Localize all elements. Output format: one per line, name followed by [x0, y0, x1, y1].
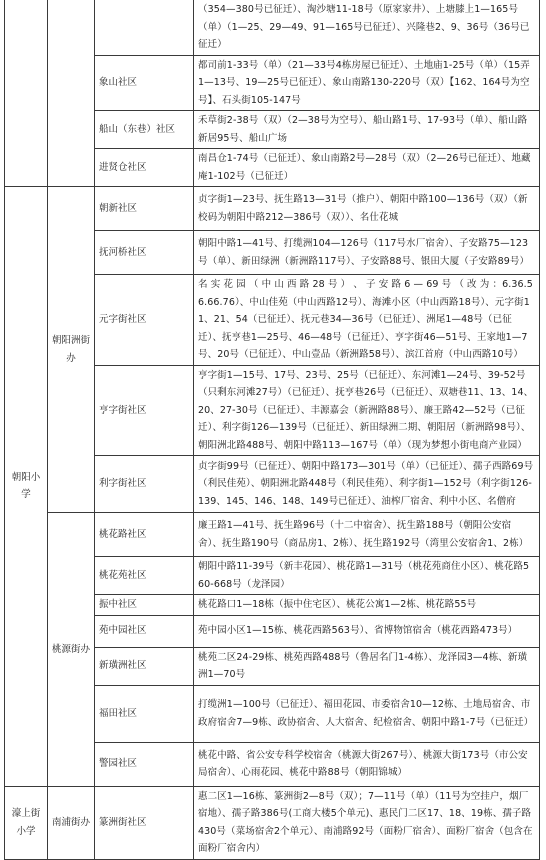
address-cell: 桃苑二区24-29栋、桃苑西路488号（鲁居名门1-4栋）、龙泽园3—4栋、新璜洲1—70号: [194, 647, 540, 685]
community-cell: 朝新社区: [95, 187, 194, 231]
address-cell: （354—380号已征迁）、淘沙塘11-18号（原家家井）、上塘膝上1—165号（单）（1—25、29—49、91—165号已征迁）、兴隆巷2、9、36号（36号已征迁）: [194, 0, 540, 55]
subdistrict-cell: 南浦街办: [48, 786, 95, 859]
address-cell: 桃花中路、省公安专科学校宿舍（桃源大街267号）、桃源大街173号（市公安局宿舍）、心雨花园、桃花中路88号（朝阳锦城）: [194, 742, 540, 786]
subdistrict-cell: [48, 0, 95, 187]
community-cell: 福田社区: [95, 685, 194, 742]
community-cell: 桃花苑社区: [95, 557, 194, 595]
address-cell: 都司前1-33号（单）（21—33号4栋房屋已征迁）、土地庙1-25号（单）（15弄1—13号、19—25号已征迁）、象山南路130-220号（双）【162、164号为空号】、石头街105-147号: [194, 55, 540, 111]
community-cell: 苑中园社区: [95, 615, 194, 647]
subdistrict-cell: 朝阳洲街办: [48, 187, 95, 513]
community-cell: 亨字街社区: [95, 365, 194, 456]
table-row: [5, 187, 540, 231]
address-cell: 贞字街99号（已征迁）、朝阳中路173—301号（单）（已征迁）、孺子西路69号（利民佳苑）、朝阳洲北路448号（利民佳苑）、利字街1—152号（利字街126-139、145、146、148、149号已征迁）、油榨厂宿舍、利中小区、名僧府: [194, 456, 540, 513]
community-cell: 利字街社区: [95, 456, 194, 513]
community-cell: 元字街社区: [95, 275, 194, 366]
table-row: [5, 0, 540, 55]
address-cell: 朝阳中路11-39号（新丰花园）、桃花路1—31号（桃花苑商住小区）、桃花路560-668号（龙泽园）: [194, 557, 540, 595]
community-cell: 新璜洲社区: [95, 647, 194, 685]
address-cell: 贞字街1—23号、抚生路13—31号（推户）、朝阳中路100—136号（双）（新校码为朝阳中路212—386号（双））、名仕花城: [194, 187, 540, 231]
community-cell: 进贤仓社区: [95, 149, 194, 187]
margin-rule: [539, 60, 540, 78]
margin-rule: [539, 90, 540, 96]
school-cell: 濠上街小学: [5, 786, 48, 859]
table-row: [5, 786, 540, 859]
address-cell: 朝阳中路1—41号、打缆洲104—126号（117号水厂宿舍）、子安路75—123号（单）、新田绿洲（新洲路117号）、子安路88号、银田大厦（子安路89号）: [194, 231, 540, 275]
community-cell: 象山社区: [95, 55, 194, 111]
address-cell: 亨字街1—15号、17号、23号、25号（已征迁）、东河滩1—24号、39-52号（只剩东河滩27号）（已征迁）、抚亨巷26号（已征迁）、双塘巷11、13、14、20、27-30号（已征迁）、丰源嘉会（新洲路88号）、廉王路42—52号（已征迁）、利字街126—139号（已征迁）、新田绿洲二期、朝阳居（新洲路98号）、朝阳洲北路488号、朝阳中路113—167号（单）（现为梦想小街电商产业园）: [194, 365, 540, 456]
community-cell: 振中社区: [95, 595, 194, 616]
subdistrict-cell: 桃源街办: [48, 513, 95, 787]
community-cell: 篆洲街社区: [95, 786, 194, 859]
address-cell: 惠二区1—16栋、篆洲街2—8号（双）；7—11号（单）（11号为空挂户，烟厂宿地）、孺子路386号(工商大楼5个单元)、惠民门二区17、18、19栋、孺子路430号（菜场宿舍2个单元）、南浦路92号（面粉厂宿舍）、面粉厂宿舍（包含在面粉厂宿舍内）: [194, 786, 540, 859]
community-cell: [95, 0, 194, 55]
address-cell: 打缆洲1—100号（已征迁）、福田花园、市委宿舍10—12栋、土地局宿舍、市政府宿舍7—9栋、政协宿舍、人大宿舍、纪检宿舍、朝阳中路1-7号（已征迁）: [194, 685, 540, 742]
address-cell: 名 实 花 园 （ 中 山 西 路 28 号 ） 、 子 安 路 6 — 69 号 （ 改 为 ：6.36.56.66.76）、中山佳苑（中山西路12号）、海滩小区（中山西路18号）、元字街11、21、54（已征迁）、抚元巷34—36号（已征迁）、洲尾1—48号（已征迁）、抚亨巷1—25号、46—48号（已征迁）、亨字街46—51号、王家地1—7号、20号（已征迁）、中山壹品（新洲路58号）、滨江首府（中山西路10号）: [194, 275, 540, 366]
community-cell: 船山（东巷）社区: [95, 111, 194, 149]
address-cell: 禾草街2-38号（双）（2—38号为空号）、船山路1号、17-93号（单）、船山路新居95号、船山广场: [194, 111, 540, 149]
address-cell: 苑中园小区1—15栋、桃花西路563号）、省博物馆宿舍（桃花西路473号）: [194, 615, 540, 647]
community-cell: 桃花路社区: [95, 513, 194, 557]
address-cell: 桃花路口1—18栋（振中住宅区）、桃花公寓1—2栋、桃花路55号: [194, 595, 540, 616]
school-cell: [5, 0, 48, 187]
community-cell: 警园社区: [95, 742, 194, 786]
table-row: [5, 513, 540, 557]
school-district-table: [4, 0, 540, 860]
address-cell: 廉王路1—41号、抚生路96号（十二中宿舍）、抚生路188号（朝阳公安宿舍）、抚生路190号（商品房1、2栋）、抚生路192号（湾里公安宿舍1、2栋）: [194, 513, 540, 557]
school-cell: 朝阳小学: [5, 187, 48, 787]
community-cell: 抚河桥社区: [95, 231, 194, 275]
address-cell: 南昌仓1-74号（已征迁）、象山南路2号—28号（双）（2—26号已征迁）、地藏庵1-102号（已征迁）: [194, 149, 540, 187]
